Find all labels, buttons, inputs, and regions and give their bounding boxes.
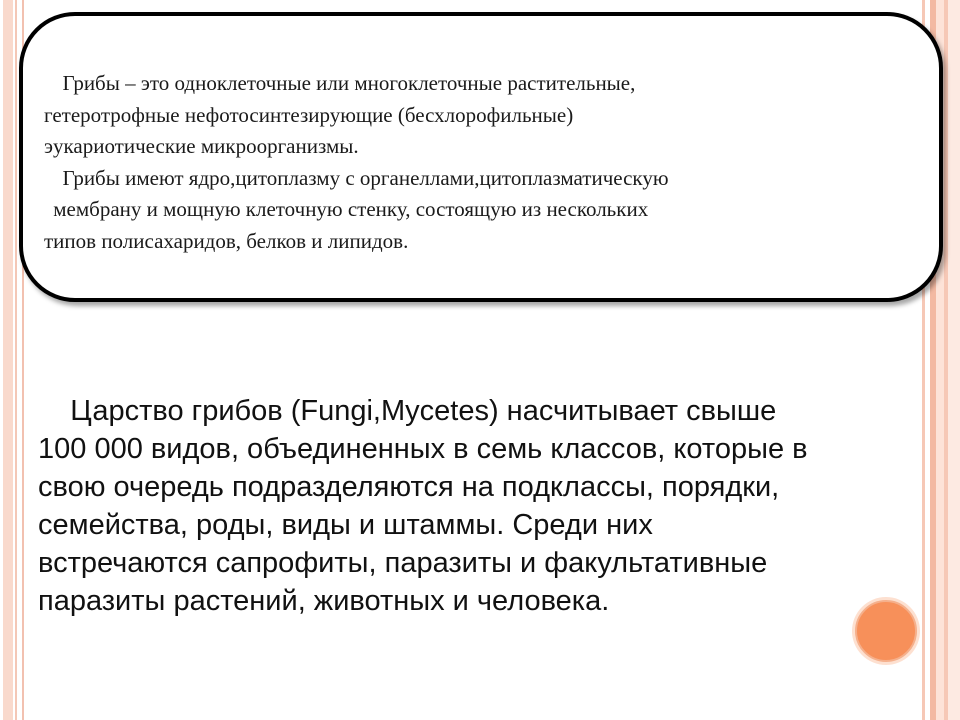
paragraph-line: 100 000 видов, объединенных в семь классов, которые в — [38, 433, 808, 465]
paragraph-line: семейства, роды, виды и штаммы. Среди них — [38, 509, 653, 541]
definition-text — [44, 68, 934, 257]
definition-line: типов полисахаридов, белков и липидов. — [44, 228, 409, 253]
definition-line: Грибы – это одноклеточные или многоклеточные растительные, — [52, 71, 636, 95]
definition-line: эукариотические микроорганизмы. — [44, 134, 359, 158]
paragraph-line: паразиты растений, животных и человека. — [38, 585, 610, 617]
main-paragraph — [38, 392, 908, 620]
paragraph-line: свою очередь подразделяются на подклассы, порядки, — [38, 471, 780, 503]
paragraph-line: Царство грибов (Fungi,Mycetes) насчитывает свыше — [38, 395, 777, 427]
orange-circle-decoration — [855, 600, 917, 662]
paragraph-line: встречаются сапрофиты, паразиты и факультативные — [38, 547, 768, 579]
definition-line: Грибы имеют ядро,цитоплазму с органеллами,цитоплазматическую — [52, 165, 669, 190]
definition-line: мембрану и мощную клеточную стенку, состоящую из нескольких — [48, 197, 649, 221]
definition-line: гетеротрофные нефотосинтезирующие (бесхлорофильные) — [44, 102, 574, 127]
